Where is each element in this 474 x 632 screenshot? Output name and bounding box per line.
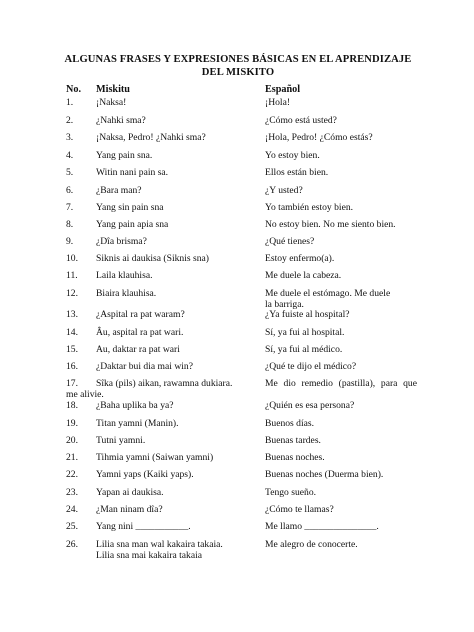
- row-number: 5.: [66, 167, 74, 178]
- espanol-phrase: Sí, ya fui al médico.: [265, 344, 343, 355]
- miskitu-phrase: Yamni yaps (Kaiki yaps).: [96, 469, 194, 480]
- row-number: 2.: [66, 115, 74, 126]
- espanol-phrase: Ellos están bien.: [265, 167, 329, 178]
- row-number: 4.: [66, 150, 74, 161]
- row-number: 3.: [66, 132, 74, 143]
- miskitu-phrase-continued: me alivie.: [66, 389, 104, 400]
- espanol-phrase: No estoy bien. No me siento bien.: [265, 219, 396, 230]
- espanol-phrase: ¿Y usted?: [265, 185, 303, 196]
- miskitu-phrase: Tihmia yamni (Saiwan yamni): [96, 452, 214, 463]
- row-number: 15.: [66, 344, 78, 355]
- espanol-phrase: ¿Ya fuiste al hospital?: [265, 309, 350, 320]
- row-number: 21.: [66, 452, 78, 463]
- espanol-phrase: ¿Cómo está usted?: [265, 115, 337, 126]
- miskitu-phrase: ¿Dîa brisma?: [96, 236, 147, 247]
- miskitu-phrase: Biaira klauhisa.: [96, 288, 157, 299]
- row-number: 14.: [66, 327, 78, 338]
- miskitu-phrase: Yang sin pain sna: [96, 202, 164, 213]
- row-number: 7.: [66, 202, 74, 213]
- miskitu-phrase: ¿Nahki sma?: [96, 115, 146, 126]
- row-number: 8.: [66, 219, 74, 230]
- row-number: 9.: [66, 236, 74, 247]
- espanol-phrase: Buenos días.: [265, 418, 315, 429]
- espanol-phrase: Me alegro de conocerte.: [265, 539, 358, 550]
- row-number: 20.: [66, 435, 78, 446]
- miskitu-phrase: ¿Aspital ra pat waram?: [96, 309, 185, 320]
- miskitu-phrase: ¿Man ninam dîa?: [96, 504, 163, 515]
- row-number: 13.: [66, 309, 78, 320]
- row-number: 24.: [66, 504, 78, 515]
- espanol-phrase: ¿Quién es esa persona?: [265, 400, 355, 411]
- miskitu-phrase: Sîka (pils) aikan, rawamna dukiara.: [96, 378, 233, 389]
- row-number: 18.: [66, 400, 78, 411]
- miskitu-phrase-continued: Lilia sna mai kakaira takaia: [96, 550, 203, 561]
- miskitu-phrase: Witin nani pain sa.: [96, 167, 169, 178]
- miskitu-phrase: ¿Bara man?: [96, 185, 142, 196]
- miskitu-phrase: Yang pain sna.: [96, 150, 153, 161]
- miskitu-phrase: Siknis ai daukisa (Siknis sna): [96, 253, 209, 264]
- row-number: 23.: [66, 487, 78, 498]
- espanol-phrase-continued: la barriga.: [265, 299, 304, 310]
- row-number: 12.: [66, 288, 78, 299]
- espanol-phrase: ¡Hola!: [265, 97, 291, 108]
- header-no: No.: [66, 84, 81, 95]
- espanol-phrase: Estoy enfermo(a).: [265, 253, 335, 264]
- row-number: 25.: [66, 521, 78, 532]
- header-espanol: Español: [265, 84, 301, 95]
- espanol-phrase: Buenas noches (Duerma bien).: [265, 469, 384, 480]
- espanol-phrase: Buenas noches.: [265, 452, 325, 463]
- espanol-phrase: Me dio remedio (pastilla), para que: [265, 378, 417, 389]
- espanol-phrase: ¡Hola, Pedro! ¿Cómo estás?: [265, 132, 373, 143]
- row-number: 26.: [66, 539, 78, 550]
- row-number: 10.: [66, 253, 78, 264]
- miskitu-phrase: Yang pain apia sna: [96, 219, 169, 230]
- row-number: 11.: [66, 270, 78, 281]
- espanol-phrase: Me llamo _______________.: [265, 521, 379, 532]
- miskitu-phrase: ¡Naksa!: [96, 97, 127, 108]
- miskitu-phrase: Titan yamni (Manin).: [96, 418, 179, 429]
- miskitu-phrase: ¡Naksa, Pedro! ¿Nahki sma?: [96, 132, 206, 143]
- espanol-phrase: ¿Qué tienes?: [265, 236, 315, 247]
- miskitu-phrase: Tutni yamni.: [96, 435, 146, 446]
- row-number: 17.: [66, 378, 78, 389]
- espanol-phrase: Yo también estoy bien.: [265, 202, 354, 213]
- row-number: 1.: [66, 97, 74, 108]
- miskitu-phrase: Yapan ai daukisa.: [96, 487, 164, 498]
- espanol-phrase: ¿Cómo te llamas?: [265, 504, 334, 515]
- espanol-phrase: Me duele la cabeza.: [265, 270, 342, 281]
- miskitu-phrase: Laila klauhisa.: [96, 270, 153, 281]
- miskitu-phrase: Âu, aspital ra pat wari.: [96, 327, 184, 338]
- header-miskitu: Miskitu: [96, 84, 130, 95]
- miskitu-phrase: ¿Daktar bui dia mai win?: [96, 361, 193, 372]
- miskitu-phrase: ¿Baha uplika ba ya?: [96, 400, 174, 411]
- row-number: 16.: [66, 361, 78, 372]
- espanol-phrase: Sí, ya fui al hospital.: [265, 327, 345, 338]
- miskitu-phrase: Yang nini ___________.: [96, 521, 191, 532]
- miskitu-phrase: Au, daktar ra pat wari: [96, 344, 180, 355]
- row-number: 6.: [66, 185, 74, 196]
- espanol-phrase: Yo estoy bien.: [265, 150, 320, 161]
- espanol-phrase: ¿Qué te dijo el médico?: [265, 361, 357, 372]
- row-number: 22.: [66, 469, 78, 480]
- espanol-phrase: Tengo sueño.: [265, 487, 317, 498]
- espanol-phrase: Buenas tardes.: [265, 435, 321, 446]
- row-number: 19.: [66, 418, 78, 429]
- document-title: ALGUNAS FRASES Y EXPRESIONES BÁSICAS EN EL APRENDIZAJE DEL MISKITO: [64, 54, 412, 78]
- miskitu-phrase: Lilia sna man wal kakaira takaia.: [96, 539, 223, 550]
- espanol-phrase: Me duele el estómago. Me duele: [265, 288, 391, 299]
